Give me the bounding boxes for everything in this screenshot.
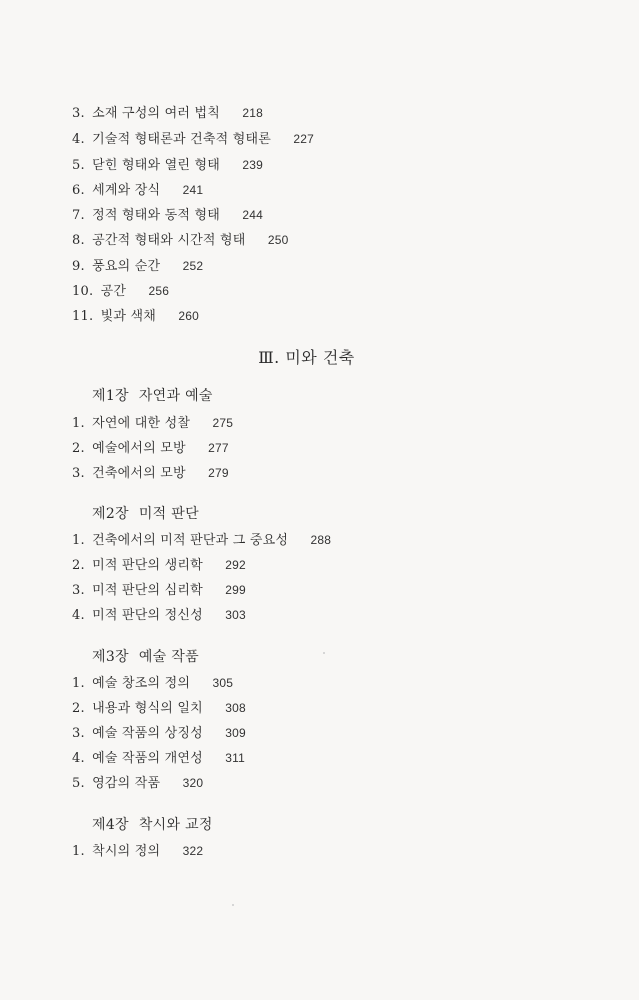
entry-number: 1. bbox=[72, 416, 85, 431]
entry-page: 241 bbox=[182, 183, 204, 197]
toc-entry bbox=[72, 232, 288, 249]
entry-title: 건축에서의 모방 bbox=[92, 466, 186, 481]
toc-entry bbox=[72, 131, 314, 148]
chapter-title: 예술 작품 bbox=[138, 649, 199, 665]
entry-page: 239 bbox=[242, 158, 263, 172]
entry-title: 내용과 형식의 일치 bbox=[92, 701, 203, 716]
chapter-label: 제1장 bbox=[92, 388, 129, 404]
entry-page: 256 bbox=[148, 284, 170, 298]
part-title-text: Ⅲ. 미와 건축 bbox=[258, 348, 355, 367]
entry-number: 3. bbox=[72, 466, 85, 481]
entry-page: 299 bbox=[225, 583, 246, 597]
entry-page: 277 bbox=[208, 441, 229, 455]
entry-page: 288 bbox=[310, 533, 332, 547]
entry-title: 예술에서의 모방 bbox=[92, 441, 186, 456]
entry-page: 308 bbox=[225, 701, 246, 715]
chapter-label: 제2장 bbox=[92, 506, 129, 522]
entry-page: 244 bbox=[242, 208, 263, 222]
entry-number: 10. bbox=[72, 284, 94, 299]
entry-title: 예술 창조의 정의 bbox=[92, 676, 191, 691]
entry-number: 4. bbox=[72, 751, 85, 766]
part-title bbox=[0, 345, 639, 368]
toc-entry bbox=[72, 105, 263, 122]
chapter-title: 자연과 예술 bbox=[138, 388, 213, 404]
chapter-heading bbox=[92, 648, 199, 666]
toc-entry bbox=[72, 157, 263, 174]
toc-entry bbox=[72, 440, 229, 457]
chapter-title: 착시와 교정 bbox=[138, 817, 213, 833]
entry-title: 미적 판단의 심리학 bbox=[92, 583, 203, 598]
entry-title: 영감의 작품 bbox=[92, 776, 161, 791]
toc-entry bbox=[72, 258, 203, 275]
entry-number: 2. bbox=[72, 441, 85, 456]
toc-entry bbox=[72, 750, 245, 767]
entry-title: 미적 판단의 생리학 bbox=[92, 558, 203, 573]
entry-number: 3. bbox=[72, 726, 85, 741]
entry-number: 1. bbox=[72, 533, 85, 548]
entry-title: 미적 판단의 정신성 bbox=[92, 608, 203, 623]
toc-entry bbox=[72, 700, 246, 717]
entry-title: 소재 구성의 여러 법칙 bbox=[92, 106, 220, 121]
entry-title: 풍요의 순간 bbox=[92, 259, 161, 274]
entry-number: 5. bbox=[72, 158, 85, 173]
entry-title: 공간적 형태와 시간적 형태 bbox=[92, 233, 246, 248]
entry-page: 309 bbox=[225, 726, 246, 740]
entry-page: 250 bbox=[267, 233, 289, 247]
entry-title: 착시의 정의 bbox=[92, 844, 161, 859]
entry-number: 2. bbox=[72, 701, 85, 716]
entry-page: 218 bbox=[242, 106, 263, 120]
entry-number: 6. bbox=[72, 183, 85, 198]
chapter-label: 제4장 bbox=[92, 817, 129, 833]
entry-page: 275 bbox=[212, 416, 234, 430]
entry-number: 3. bbox=[72, 583, 85, 598]
toc-entry bbox=[72, 283, 169, 300]
entry-title: 공간 bbox=[100, 284, 127, 299]
entry-title: 기술적 형태론과 건축적 형태론 bbox=[92, 132, 272, 147]
chapter-heading bbox=[92, 505, 199, 523]
toc-entry bbox=[72, 308, 199, 325]
entry-page: 303 bbox=[225, 608, 246, 622]
entry-title: 건축에서의 미적 판단과 그 중요성 bbox=[92, 533, 289, 548]
entry-page: 305 bbox=[212, 676, 234, 690]
entry-page: 292 bbox=[225, 558, 246, 572]
paper-speck bbox=[232, 904, 234, 906]
entry-title: 예술 작품의 상징성 bbox=[92, 726, 203, 741]
entry-title: 정적 형태와 동적 형태 bbox=[92, 208, 220, 223]
entry-number: 2. bbox=[72, 558, 85, 573]
entry-number: 11. bbox=[72, 309, 94, 324]
entry-page: 252 bbox=[182, 259, 204, 273]
entry-title: 자연에 대한 성찰 bbox=[92, 416, 191, 431]
toc-entry bbox=[72, 843, 203, 860]
entry-number: 5. bbox=[72, 776, 85, 791]
entry-page: 227 bbox=[293, 132, 314, 146]
entry-number: 7. bbox=[72, 208, 85, 223]
entry-number: 3. bbox=[72, 106, 85, 121]
toc-entry bbox=[72, 465, 229, 482]
toc-entry bbox=[72, 582, 246, 599]
toc-entry bbox=[72, 725, 246, 742]
entry-number: 1. bbox=[72, 844, 85, 859]
chapter-label: 제3장 bbox=[92, 649, 129, 665]
entry-number: 4. bbox=[72, 132, 85, 147]
entry-page: 311 bbox=[225, 751, 245, 765]
toc-entry bbox=[72, 207, 263, 224]
entry-number: 8. bbox=[72, 233, 85, 248]
entry-page: 322 bbox=[182, 844, 204, 858]
entry-page: 260 bbox=[178, 309, 199, 323]
toc-entry bbox=[72, 557, 246, 574]
entry-page: 279 bbox=[208, 466, 229, 480]
entry-title: 닫힌 형태와 열린 형태 bbox=[92, 158, 220, 173]
chapter-heading bbox=[92, 387, 213, 405]
entry-title: 예술 작품의 개연성 bbox=[92, 751, 203, 766]
entry-number: 4. bbox=[72, 608, 85, 623]
toc-entry bbox=[72, 415, 233, 432]
toc-entry bbox=[72, 775, 203, 792]
entry-page: 320 bbox=[182, 776, 204, 790]
entry-title: 세계와 장식 bbox=[92, 183, 161, 198]
chapter-heading bbox=[92, 816, 213, 834]
entry-title: 빛과 색채 bbox=[100, 309, 156, 324]
toc-entry bbox=[72, 607, 246, 624]
toc-entry bbox=[72, 182, 203, 199]
entry-number: 1. bbox=[72, 676, 85, 691]
chapter-title: 미적 판단 bbox=[138, 506, 199, 522]
paper-speck bbox=[323, 652, 325, 654]
entry-number: 9. bbox=[72, 259, 85, 274]
toc-entry bbox=[72, 675, 233, 692]
toc-entry bbox=[72, 532, 331, 549]
